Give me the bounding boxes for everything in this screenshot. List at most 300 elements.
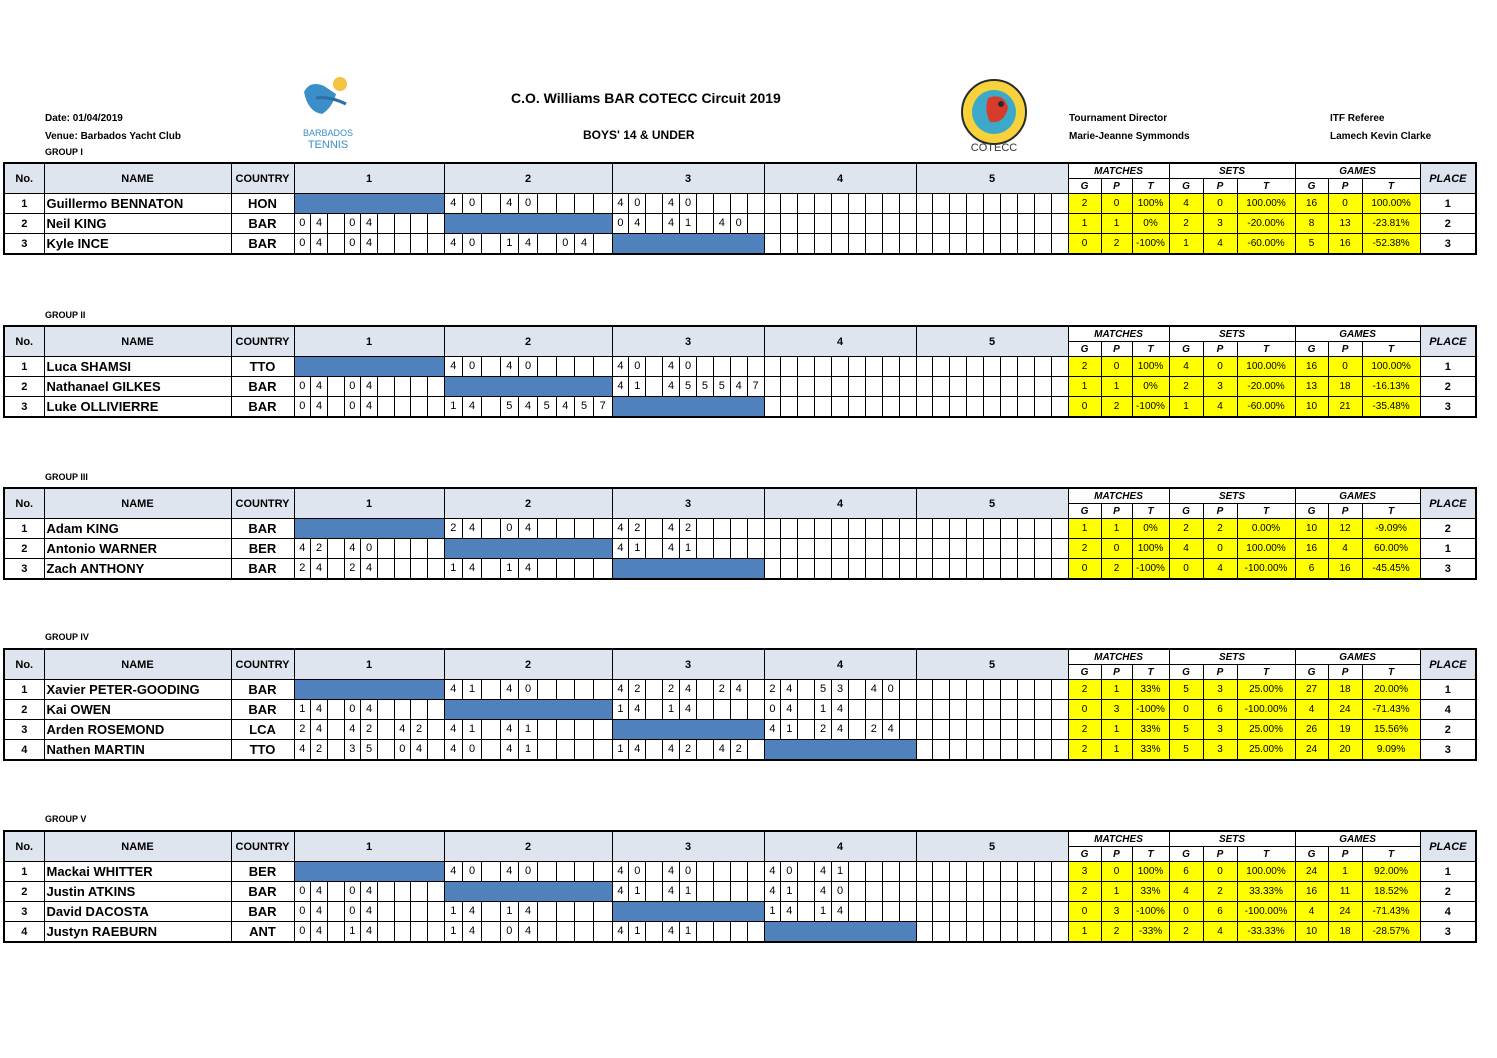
score-box: 0	[463, 862, 482, 881]
stat-cell: 2	[1068, 882, 1101, 902]
score-box: 5	[815, 680, 832, 699]
stat-cell: 2	[1068, 720, 1101, 740]
director-label: Tournament Director	[1069, 113, 1168, 124]
score-cell	[916, 902, 1068, 922]
col-header-opponent-3: 3	[612, 488, 764, 519]
score-box: 1	[680, 214, 697, 233]
score-box	[917, 862, 934, 881]
col-header-sets: SETS	[1169, 488, 1295, 504]
self-match-cell	[444, 214, 612, 234]
score-box: 4	[445, 740, 464, 759]
score-box	[428, 922, 444, 941]
score-box	[984, 234, 1001, 253]
stat-cell: 4	[1169, 882, 1203, 902]
score-box	[984, 882, 1001, 901]
score-box	[395, 922, 412, 941]
score-box: 2	[663, 680, 680, 699]
score-box: 0	[295, 882, 312, 901]
score-box	[883, 559, 900, 578]
score-box: 4	[866, 680, 883, 699]
score-box	[917, 194, 934, 213]
score-box	[765, 214, 782, 233]
score-box: 4	[519, 559, 538, 578]
place-cell: 2	[1420, 214, 1476, 234]
score-box	[933, 700, 950, 719]
stat-cell: 33%	[1132, 680, 1169, 700]
score-box	[883, 902, 900, 921]
col-header-g: G	[1068, 504, 1101, 519]
score-box	[697, 740, 714, 759]
table-row	[4, 377, 1476, 397]
stat-cell: 18	[1328, 922, 1362, 943]
score-box	[482, 559, 501, 578]
col-header-games: GAMES	[1295, 488, 1420, 504]
score-box	[482, 519, 501, 538]
row-number: 4	[4, 740, 44, 761]
score-box: 1	[345, 922, 362, 941]
score-boxes	[917, 680, 1068, 699]
score-box	[1035, 559, 1052, 578]
score-box: 4	[663, 539, 680, 558]
score-box	[697, 214, 714, 233]
score-box	[883, 234, 900, 253]
score-box	[395, 539, 412, 558]
score-cell	[294, 902, 444, 922]
col-header-p: P	[1328, 847, 1362, 862]
score-box	[917, 519, 934, 538]
score-box	[1052, 862, 1068, 881]
player-name: Justyn RAEBURN	[44, 922, 231, 943]
score-box	[866, 902, 883, 921]
score-box	[378, 882, 395, 901]
col-header-opponent-5: 5	[916, 649, 1068, 680]
score-box: 4	[680, 700, 697, 719]
score-box	[883, 357, 900, 376]
stat-cell: 1	[1068, 377, 1101, 397]
score-boxes	[917, 357, 1068, 376]
table-row	[4, 882, 1476, 902]
score-box	[697, 194, 714, 213]
score-box: 0	[345, 882, 362, 901]
player-name: Kyle INCE	[44, 234, 231, 255]
stat-cell: -60.00%	[1237, 397, 1295, 418]
player-name: Mackai WHITTER	[44, 862, 231, 882]
score-box	[815, 559, 832, 578]
score-box: 4	[575, 234, 594, 253]
stat-cell: 4	[1169, 357, 1203, 377]
table-row	[4, 194, 1476, 214]
stat-cell: -28.57%	[1362, 922, 1420, 943]
score-cell	[916, 862, 1068, 882]
score-box	[538, 357, 557, 376]
score-box	[646, 377, 663, 396]
score-box	[714, 862, 731, 881]
score-cell	[444, 194, 612, 214]
table-row	[4, 357, 1476, 377]
col-header-country: COUNTRY	[231, 488, 294, 519]
score-box	[765, 539, 782, 558]
score-box: 2	[714, 680, 731, 699]
score-box	[1052, 680, 1068, 699]
score-box	[594, 519, 612, 538]
col-header-opponent-5: 5	[916, 831, 1068, 862]
score-box: 5	[538, 397, 557, 416]
score-box	[714, 700, 731, 719]
score-box	[538, 559, 557, 578]
score-boxes	[917, 922, 1068, 941]
col-header-opponent-4: 4	[764, 326, 916, 357]
score-box	[731, 539, 748, 558]
score-cell	[916, 740, 1068, 761]
score-box: 4	[781, 680, 798, 699]
score-box: 5	[575, 397, 594, 416]
stat-cell: 0	[1068, 700, 1101, 720]
score-box: 1	[781, 882, 798, 901]
score-box: 0	[731, 214, 748, 233]
score-cell	[444, 559, 612, 580]
col-header-opponent-1: 1	[294, 163, 444, 194]
score-box	[411, 234, 428, 253]
score-box	[883, 194, 900, 213]
score-box	[594, 902, 612, 921]
player-country: BAR	[231, 234, 294, 255]
score-box	[798, 680, 815, 699]
score-box	[866, 539, 883, 558]
row-number: 3	[4, 902, 44, 922]
score-boxes	[765, 357, 916, 376]
score-cell	[294, 882, 444, 902]
score-cell	[916, 519, 1068, 539]
score-box: 4	[613, 519, 630, 538]
score-box: 1	[781, 720, 798, 739]
score-box	[538, 922, 557, 941]
score-box	[1018, 377, 1035, 396]
score-box: 4	[613, 194, 630, 213]
score-box: 4	[311, 922, 328, 941]
score-box: 4	[311, 214, 328, 233]
score-box	[697, 519, 714, 538]
score-box	[866, 234, 883, 253]
col-header-g: G	[1295, 665, 1328, 680]
score-box	[538, 862, 557, 881]
score-box	[538, 194, 557, 213]
score-box	[557, 559, 576, 578]
score-box	[1052, 234, 1068, 253]
score-box	[1052, 539, 1068, 558]
score-box	[328, 700, 345, 719]
score-box	[849, 357, 866, 376]
score-box	[1052, 700, 1068, 719]
score-boxes	[917, 519, 1068, 538]
score-box: 4	[501, 720, 520, 739]
score-box	[714, 882, 731, 901]
score-box	[849, 720, 866, 739]
score-box	[731, 862, 748, 881]
score-box	[378, 539, 395, 558]
logo-text: BARBADOS	[302, 128, 354, 138]
score-box: 1	[613, 740, 630, 759]
stat-cell: 33.33%	[1237, 882, 1295, 902]
score-box: 4	[361, 377, 378, 396]
stat-cell: 10	[1295, 922, 1328, 943]
stat-cell: 100%	[1132, 862, 1169, 882]
col-header-t: T	[1132, 665, 1169, 680]
score-boxes	[613, 539, 764, 558]
score-box	[967, 720, 984, 739]
stat-cell: 3	[1068, 862, 1101, 882]
score-box	[748, 194, 764, 213]
score-box	[575, 922, 594, 941]
score-box	[1018, 214, 1035, 233]
score-box	[950, 539, 967, 558]
stat-cell: 2	[1101, 559, 1132, 580]
score-box	[917, 539, 934, 558]
score-box: 4	[519, 519, 538, 538]
score-box	[815, 397, 832, 416]
stat-cell: 10	[1295, 519, 1328, 539]
score-box: 4	[361, 397, 378, 416]
score-box	[984, 357, 1001, 376]
score-box: 2	[345, 559, 362, 578]
score-box: 4	[361, 922, 378, 941]
col-header-country: COUNTRY	[231, 649, 294, 680]
score-box	[866, 700, 883, 719]
score-box	[428, 234, 444, 253]
table-row	[4, 720, 1476, 740]
score-cell	[612, 377, 764, 397]
score-box	[646, 539, 663, 558]
score-boxes	[917, 559, 1068, 578]
score-cell	[764, 377, 916, 397]
score-box	[866, 559, 883, 578]
score-box: 4	[557, 397, 576, 416]
score-box: 2	[361, 720, 378, 739]
stat-cell: 0	[1328, 194, 1362, 214]
col-header-t: T	[1132, 179, 1169, 194]
score-box: 4	[411, 740, 428, 759]
score-box: 0	[295, 214, 312, 233]
stat-cell: 24	[1328, 902, 1362, 922]
score-box	[900, 234, 916, 253]
table-row	[4, 539, 1476, 559]
score-boxes	[917, 700, 1068, 719]
score-box	[482, 720, 501, 739]
score-box: 4	[629, 214, 646, 233]
score-boxes	[765, 559, 916, 578]
player-country: BER	[231, 862, 294, 882]
stat-cell: 16	[1295, 882, 1328, 902]
stat-cell: 16	[1295, 539, 1328, 559]
score-box	[883, 397, 900, 416]
stat-cell: -35.48%	[1362, 397, 1420, 418]
score-box: 0	[781, 862, 798, 881]
score-box	[594, 234, 612, 253]
stat-cell: 0%	[1132, 377, 1169, 397]
table-row	[4, 740, 1476, 761]
score-box	[765, 194, 782, 213]
score-box	[967, 922, 984, 941]
col-header-name: NAME	[44, 649, 231, 680]
stat-cell: 2	[1068, 680, 1101, 700]
col-header-opponent-1: 1	[294, 649, 444, 680]
score-box: 0	[883, 680, 900, 699]
row-number: 1	[4, 519, 44, 539]
score-box	[933, 214, 950, 233]
col-header-opponent-5: 5	[916, 326, 1068, 357]
score-box	[900, 902, 916, 921]
score-box	[328, 740, 345, 759]
player-name: Guillermo BENNATON	[44, 194, 231, 214]
score-boxes	[765, 862, 916, 881]
score-box	[1001, 519, 1018, 538]
table-row	[4, 902, 1476, 922]
score-box	[646, 680, 663, 699]
player-name: Luke OLLIVIERRE	[44, 397, 231, 418]
score-box	[933, 397, 950, 416]
header-row	[4, 488, 1476, 504]
stat-cell: 5	[1295, 234, 1328, 255]
col-header-g: G	[1169, 179, 1203, 194]
stat-cell: 4	[1295, 902, 1328, 922]
stat-cell: 100%	[1132, 539, 1169, 559]
score-box	[1018, 234, 1035, 253]
score-box: 0	[295, 922, 312, 941]
score-box	[1001, 397, 1018, 416]
score-box	[697, 357, 714, 376]
score-box: 2	[295, 559, 312, 578]
score-cell	[764, 539, 916, 559]
score-cell	[444, 922, 612, 943]
score-box	[1035, 214, 1052, 233]
score-box: 4	[361, 214, 378, 233]
score-box: 1	[519, 720, 538, 739]
referee-name: Lamech Kevin Clarke	[1330, 131, 1432, 142]
stat-cell: 3	[1101, 902, 1132, 922]
score-box: 4	[765, 862, 782, 881]
col-header-opponent-2: 2	[444, 326, 612, 357]
score-box	[967, 194, 984, 213]
score-box	[798, 720, 815, 739]
score-box	[428, 559, 444, 578]
col-header-opponent-5: 5	[916, 163, 1068, 194]
score-box	[1035, 882, 1052, 901]
score-box: 4	[445, 680, 464, 699]
score-cell	[916, 700, 1068, 720]
score-box	[557, 862, 576, 881]
score-cell	[444, 357, 612, 377]
score-box	[900, 559, 916, 578]
score-boxes	[765, 214, 916, 233]
score-box	[1035, 862, 1052, 881]
score-box	[765, 357, 782, 376]
score-box: 0	[613, 214, 630, 233]
self-match-cell	[612, 234, 764, 255]
stat-cell: 0	[1101, 357, 1132, 377]
player-name: David DACOSTA	[44, 902, 231, 922]
row-number: 2	[4, 700, 44, 720]
score-box	[900, 519, 916, 538]
director-name: Marie-Jeanne Symmonds	[1069, 131, 1190, 142]
score-cell	[764, 700, 916, 720]
score-box	[849, 559, 866, 578]
stat-cell: 100.00%	[1362, 194, 1420, 214]
player-country: BAR	[231, 882, 294, 902]
stat-cell: 2	[1101, 397, 1132, 418]
score-box: 2	[815, 720, 832, 739]
stat-cell: 4	[1203, 922, 1237, 943]
score-box	[594, 559, 612, 578]
score-box	[714, 539, 731, 558]
score-box	[984, 720, 1001, 739]
score-box	[557, 720, 576, 739]
self-match-cell	[764, 740, 916, 761]
score-box	[748, 539, 764, 558]
score-box	[917, 234, 934, 253]
score-box	[714, 357, 731, 376]
score-box: 4	[463, 559, 482, 578]
score-box	[646, 740, 663, 759]
score-box	[950, 740, 967, 759]
stat-cell: 16	[1295, 357, 1328, 377]
stat-cell: 100.00%	[1237, 357, 1295, 377]
score-box	[781, 357, 798, 376]
place-cell: 4	[1420, 700, 1476, 720]
score-box: 4	[714, 740, 731, 759]
stat-cell: 1	[1169, 397, 1203, 418]
score-box: 0	[680, 357, 697, 376]
col-header-g: G	[1169, 504, 1203, 519]
col-header-p: P	[1203, 847, 1237, 862]
score-box	[832, 397, 849, 416]
score-box	[378, 700, 395, 719]
score-box	[646, 194, 663, 213]
score-box: 2	[411, 720, 428, 739]
col-header-name: NAME	[44, 488, 231, 519]
score-box	[849, 862, 866, 881]
score-cell	[444, 680, 612, 700]
score-box: 4	[311, 882, 328, 901]
player-country: BAR	[231, 377, 294, 397]
stat-cell: 6	[1295, 559, 1328, 580]
score-cell	[294, 234, 444, 255]
score-box: 4	[832, 902, 849, 921]
score-cell	[612, 539, 764, 559]
stat-cell: -100.00%	[1237, 559, 1295, 580]
score-cell	[612, 357, 764, 377]
score-box	[1035, 740, 1052, 759]
table-row	[4, 559, 1476, 580]
score-cell	[612, 700, 764, 720]
score-box	[765, 377, 782, 396]
score-box	[395, 559, 412, 578]
score-cell	[612, 862, 764, 882]
score-box	[1035, 680, 1052, 699]
col-header-name: NAME	[44, 831, 231, 862]
score-box	[815, 214, 832, 233]
place-cell: 3	[1420, 740, 1476, 761]
score-box	[1035, 902, 1052, 921]
score-box: 1	[680, 922, 697, 941]
place-cell: 1	[1420, 539, 1476, 559]
score-box	[378, 740, 395, 759]
score-box: 4	[765, 882, 782, 901]
score-box	[917, 559, 934, 578]
stat-cell: 3	[1203, 680, 1237, 700]
score-box	[575, 519, 594, 538]
col-header-t: T	[1237, 504, 1295, 519]
stat-cell: 0	[1101, 539, 1132, 559]
score-boxes	[613, 214, 764, 233]
